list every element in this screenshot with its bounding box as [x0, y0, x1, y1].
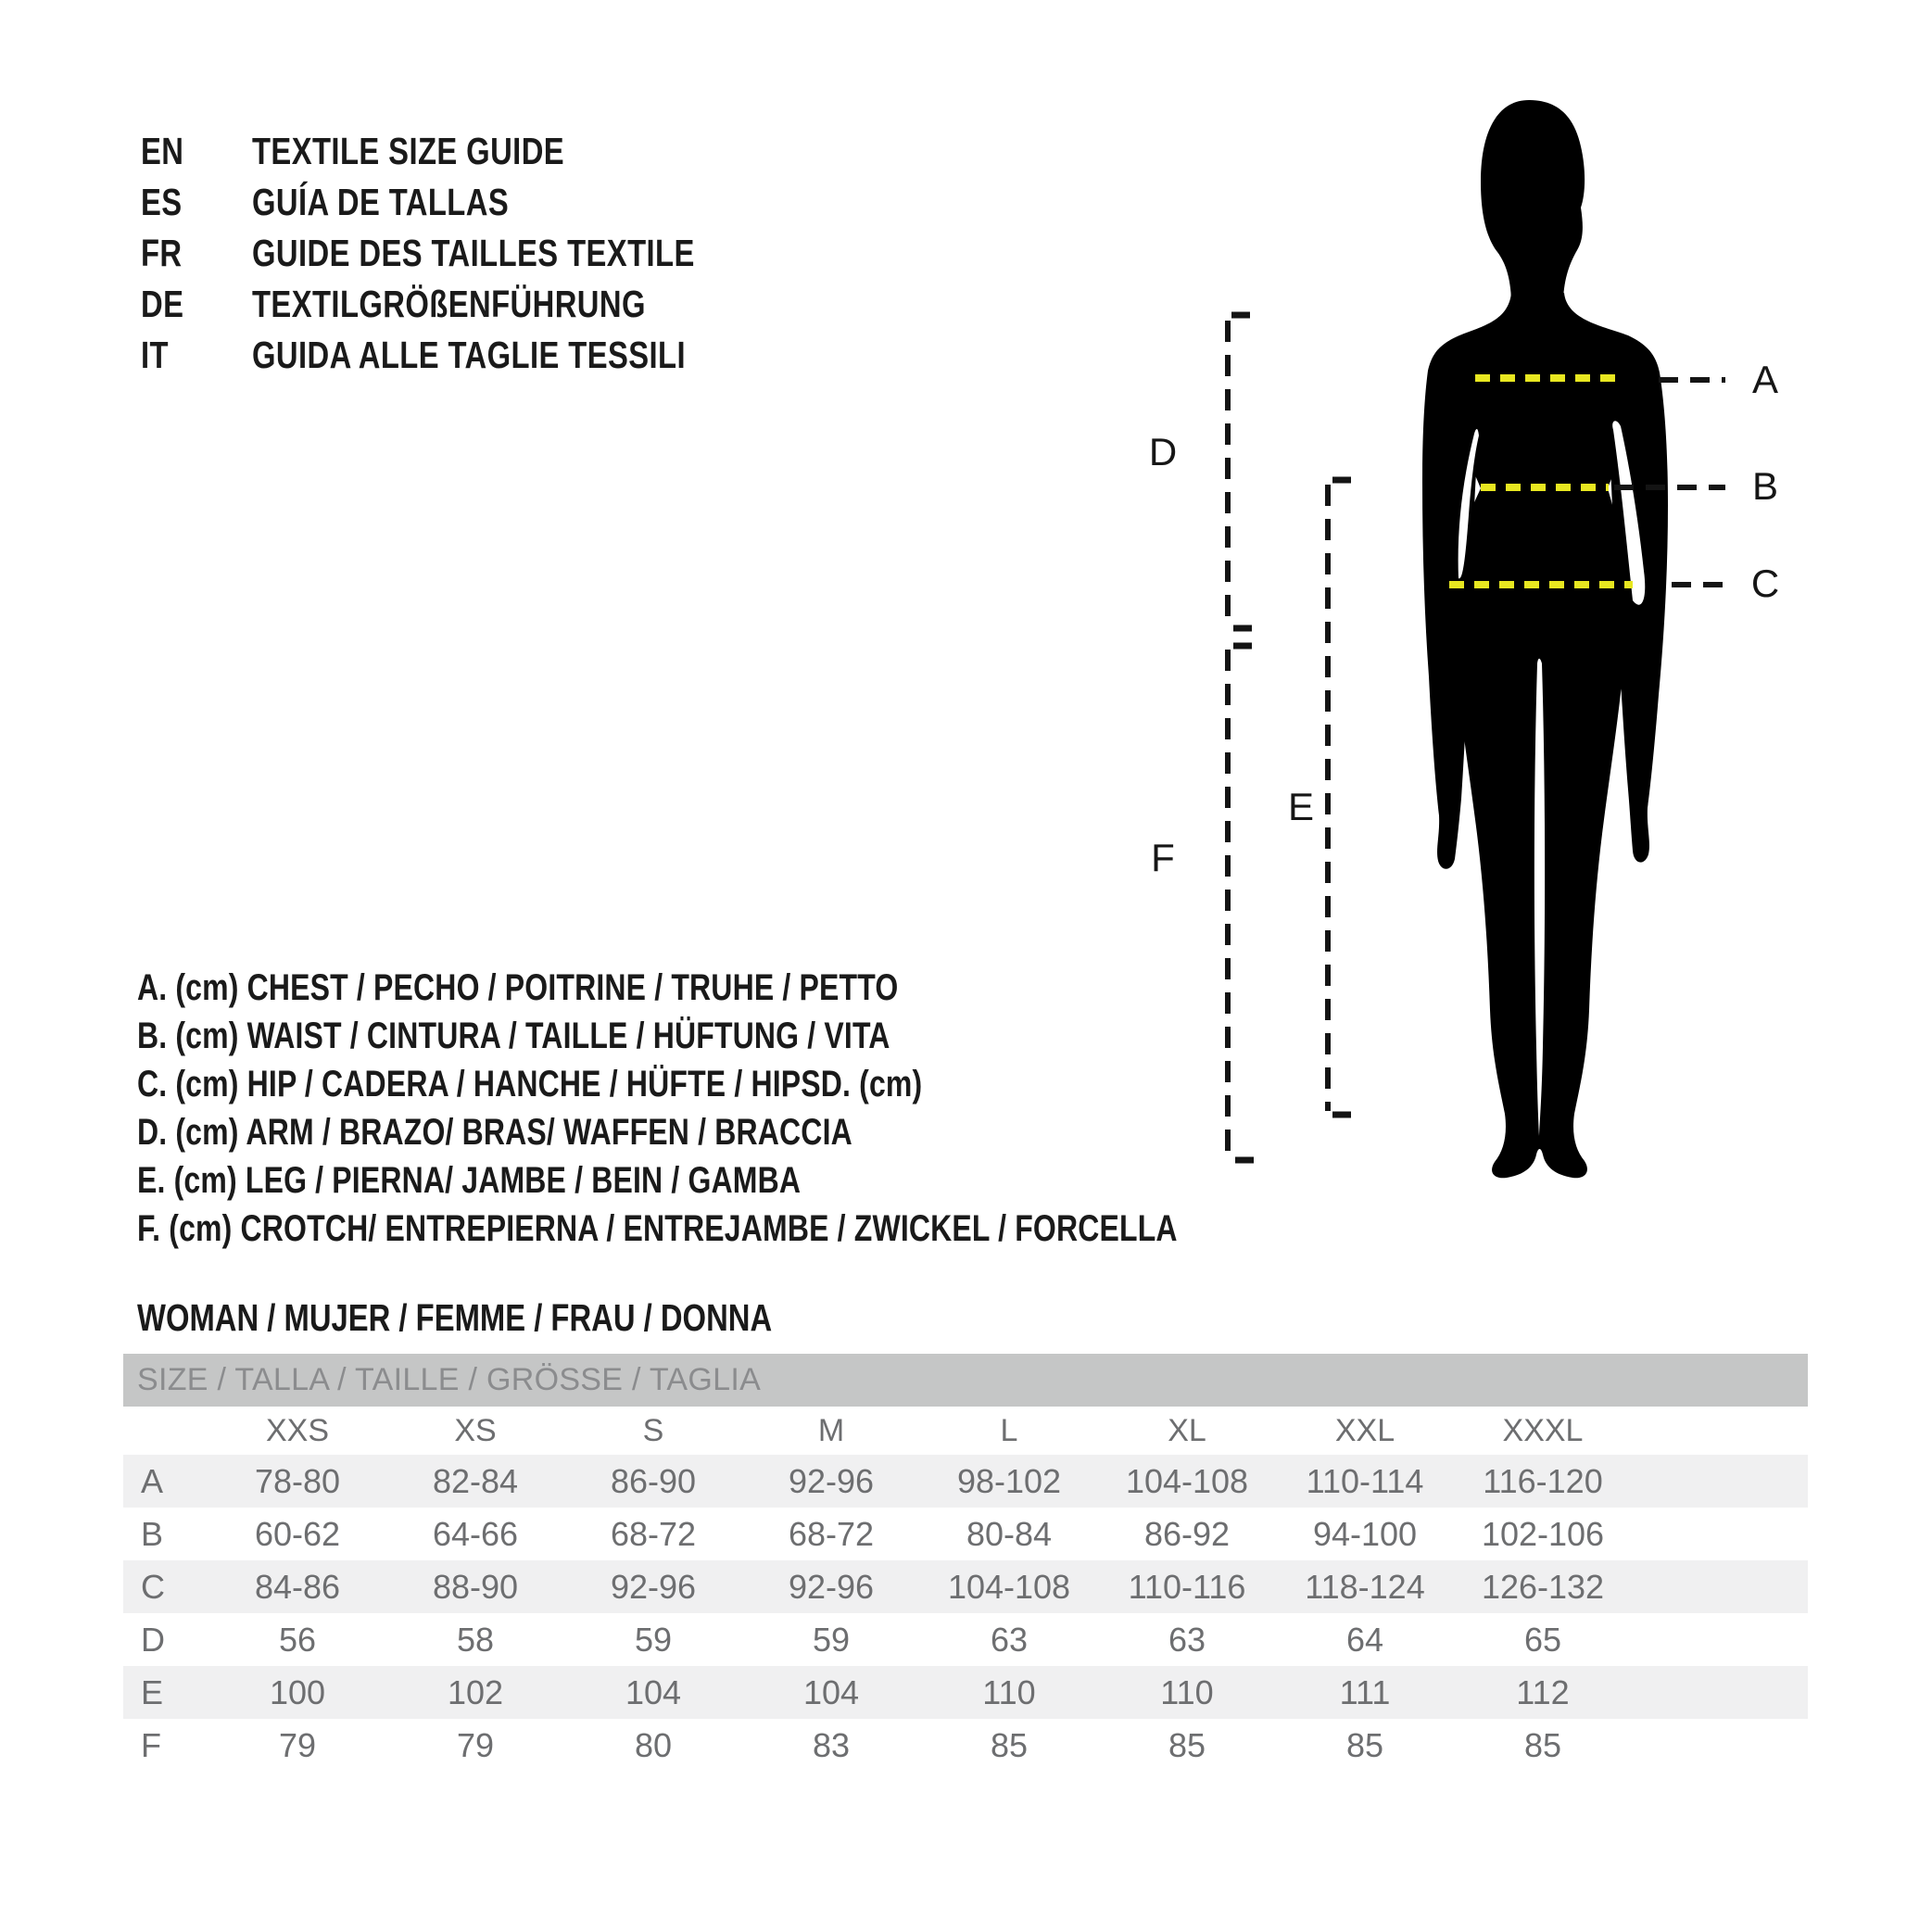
measure-point-label-a: A — [1751, 358, 1778, 401]
table-cell: 104 — [802, 1672, 860, 1711]
table-cell: 111 — [1339, 1672, 1391, 1711]
table-cell: 78-80 — [254, 1461, 341, 1500]
language-row — [141, 126, 695, 177]
table-cell: 59 — [812, 1620, 851, 1659]
table-cell: 85 — [1523, 1725, 1562, 1764]
language-row — [141, 228, 695, 279]
woman-silhouette — [1422, 100, 1668, 1178]
size-column-header: XXXL — [1502, 1412, 1584, 1448]
language-code: EN — [141, 130, 184, 172]
language-code: ES — [141, 181, 183, 223]
language-row — [141, 330, 695, 381]
table-cell: 116-120 — [1483, 1461, 1603, 1500]
table-cell: 110 — [982, 1672, 1036, 1711]
legend-line: E. (cm) LEG / PIERNA/ JAMBE / BEIN / GAMBA — [137, 1160, 802, 1201]
table-cell: 80-84 — [966, 1514, 1053, 1553]
measure-point-label-d: D — [1148, 430, 1178, 473]
table-row — [123, 1455, 1808, 1508]
size-table-body — [123, 1455, 1808, 1772]
size-column-header: XL — [1168, 1412, 1206, 1448]
table-cell: 56 — [278, 1620, 317, 1659]
table-cell: 100 — [269, 1672, 326, 1711]
legend-line: D. (cm) ARM / BRAZO/ BRAS/ WAFFEN / BRACCIA — [137, 1112, 852, 1153]
table-cell: 79 — [278, 1725, 317, 1764]
row-label: E — [141, 1672, 164, 1711]
silhouette-head — [1481, 100, 1585, 300]
table-cell: 68-72 — [788, 1514, 875, 1553]
language-title: TEXTILGRÖßENFÜHRUNG — [252, 283, 646, 325]
table-cell: 63 — [990, 1620, 1029, 1659]
measure-point-label-e: E — [1287, 785, 1314, 828]
table-cell: 80 — [634, 1725, 673, 1764]
language-row — [141, 177, 695, 228]
legend-line: C. (cm) HIP / CADERA / HANCHE / HÜFTE / HIPSD. (cm) — [137, 1064, 923, 1104]
size-column-header: L — [1000, 1412, 1018, 1448]
measure-point-label-f: F — [1151, 836, 1175, 879]
row-label: B — [141, 1514, 164, 1553]
measure-point-label-b: B — [1751, 464, 1778, 508]
language-title: GUIDA ALLE TAGLIE TESSILI — [252, 334, 686, 376]
table-cell: 102-106 — [1481, 1514, 1605, 1553]
table-cell: 68-72 — [610, 1514, 697, 1553]
language-title: TEXTILE SIZE GUIDE — [252, 130, 565, 172]
language-title: GUIDE DES TAILLES TEXTILE — [252, 232, 695, 274]
legend-line: B. (cm) WAIST / CINTURA / TAILLE / HÜFTUNG / VITA — [137, 1016, 890, 1056]
table-cell: 92-96 — [788, 1567, 875, 1606]
table-cell: 110 — [1160, 1672, 1214, 1711]
language-code: FR — [141, 232, 183, 274]
table-cell: 86-90 — [610, 1461, 697, 1500]
table-cell: 82-84 — [432, 1461, 519, 1500]
table-cell: 118-124 — [1305, 1567, 1425, 1606]
row-label: D — [141, 1620, 165, 1659]
row-label: C — [141, 1567, 165, 1606]
measure-ticks — [1231, 315, 1351, 1160]
table-cell: 65 — [1523, 1620, 1562, 1659]
size-table-title: SIZE / TALLA / TAILLE / GRÖSSE / TAGLIA — [137, 1362, 762, 1397]
table-cell: 85 — [1168, 1725, 1206, 1764]
row-label: F — [141, 1725, 161, 1764]
size-table-header-band — [123, 1354, 1808, 1407]
table-row — [123, 1666, 1808, 1719]
table-cell: 86-92 — [1143, 1514, 1231, 1553]
measure-point-label-c: C — [1750, 562, 1780, 605]
table-row — [123, 1613, 1808, 1666]
table-cell: 85 — [1345, 1725, 1384, 1764]
table-cell: 60-62 — [254, 1514, 341, 1553]
table-cell: 98-102 — [956, 1461, 1062, 1500]
size-column-header: XS — [454, 1412, 497, 1448]
language-code: DE — [141, 283, 184, 325]
table-cell: 104-108 — [1125, 1461, 1249, 1500]
table-row — [123, 1719, 1808, 1772]
table-row — [123, 1508, 1808, 1560]
legend-line: F. (cm) CROTCH/ ENTREPIERNA / ENTREJAMBE / ZWICKEL / FORCELLA — [137, 1208, 1178, 1249]
size-columns-row — [123, 1407, 1808, 1455]
size-guide-figure — [1149, 93, 1816, 1195]
size-column-header: XXS — [265, 1412, 330, 1448]
legend-line: A. (cm) CHEST / PECHO / POITRINE / TRUHE / PETTO — [137, 967, 899, 1008]
size-column-header: S — [642, 1412, 664, 1448]
size-column-header: M — [817, 1412, 845, 1448]
measure-legend — [137, 964, 1178, 1253]
table-cell: 104 — [625, 1672, 682, 1711]
table-cell: 110-114 — [1306, 1461, 1424, 1500]
language-code: IT — [141, 334, 169, 376]
table-cell: 102 — [447, 1672, 504, 1711]
size-table — [123, 1354, 1808, 1772]
row-label: A — [141, 1461, 164, 1500]
table-cell: 64 — [1345, 1620, 1384, 1659]
table-cell: 58 — [456, 1620, 495, 1659]
table-cell: 63 — [1168, 1620, 1206, 1659]
table-cell: 92-96 — [788, 1461, 875, 1500]
table-cell: 84-86 — [254, 1567, 341, 1606]
language-title-list — [141, 126, 695, 381]
table-cell: 110-116 — [1128, 1567, 1246, 1606]
table-cell: 59 — [634, 1620, 673, 1659]
table-cell: 126-132 — [1481, 1567, 1605, 1606]
table-cell: 85 — [990, 1725, 1029, 1764]
table-cell: 92-96 — [610, 1567, 697, 1606]
language-row — [141, 279, 695, 330]
audience-label: WOMAN / MUJER / FEMME / FRAU / DONNA — [137, 1296, 773, 1339]
table-cell: 94-100 — [1312, 1514, 1418, 1553]
table-cell: 83 — [812, 1725, 851, 1764]
table-cell: 64-66 — [432, 1514, 519, 1553]
table-row — [123, 1560, 1808, 1613]
table-cell: 112 — [1516, 1672, 1570, 1711]
table-cell: 104-108 — [947, 1567, 1071, 1606]
table-cell: 88-90 — [432, 1567, 519, 1606]
size-column-header: XXL — [1334, 1412, 1395, 1448]
table-cell: 79 — [456, 1725, 495, 1764]
language-title: GUÍA DE TALLAS — [252, 181, 510, 223]
